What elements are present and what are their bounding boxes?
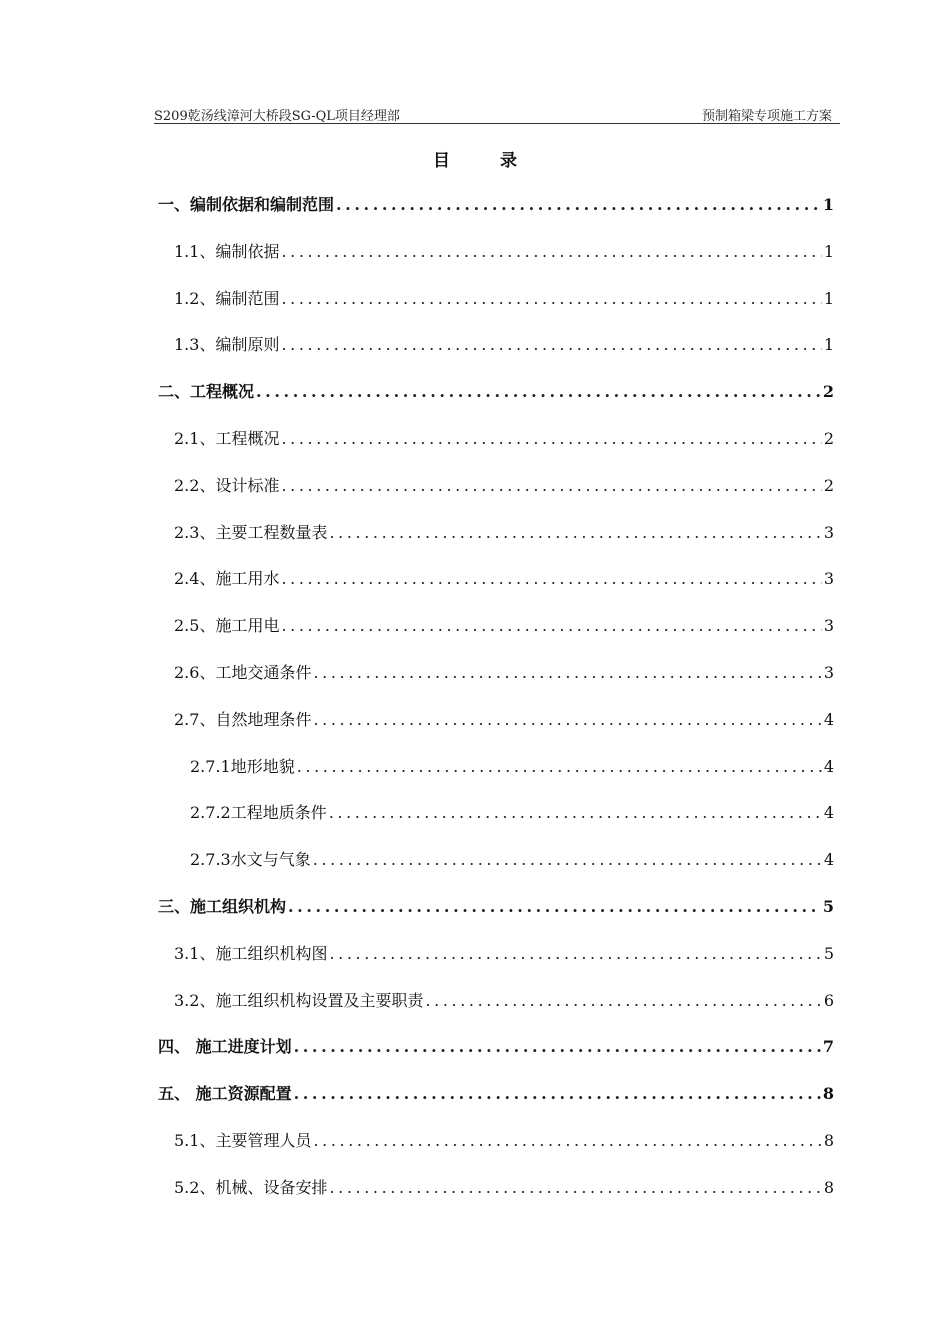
toc-dot-leader	[294, 1035, 821, 1059]
toc-entry-page: 1	[822, 195, 834, 214]
toc-dot-leader	[281, 333, 821, 357]
toc-entry-page: 4	[823, 850, 834, 869]
toc-entry-label: 2.7.3水文与气象	[190, 850, 311, 869]
toc-dot-leader	[256, 380, 821, 404]
toc-dot-leader	[313, 661, 821, 685]
toc-dot-leader	[281, 427, 821, 451]
toc-entry-page: 4	[823, 803, 834, 822]
header-project-name: S209乾汤线漳河大桥段SG-QL项目经理部	[154, 109, 400, 124]
toc-entry-label: 2.7.1地形地貌	[190, 757, 295, 776]
toc-entry-page: 8	[822, 1084, 834, 1103]
toc-entry[interactable]	[190, 801, 834, 825]
toc-entry[interactable]	[174, 614, 834, 638]
toc-entry-page: 2	[822, 382, 834, 401]
toc-entry-page: 5	[823, 944, 834, 963]
toc-entry[interactable]	[174, 708, 834, 732]
toc-entry[interactable]	[190, 755, 834, 779]
toc-entry[interactable]	[174, 333, 834, 357]
toc-dot-leader	[425, 989, 821, 1013]
toc-dot-leader	[281, 474, 821, 498]
toc-entry-label: 五、 施工资源配置	[158, 1084, 292, 1103]
toc-entry-page: 5	[822, 897, 834, 916]
toc-entry-page: 4	[823, 710, 834, 729]
toc-title: 目 录	[433, 151, 539, 171]
toc-entry-page: 1	[823, 242, 834, 261]
toc-entry-label: 2.7.2工程地质条件	[190, 803, 327, 822]
toc-entry-page: 7	[822, 1037, 834, 1056]
toc-entry-page: 3	[823, 523, 834, 542]
toc-entry-page: 3	[823, 663, 834, 682]
toc-entry-page: 2	[823, 429, 834, 448]
toc-entry-label: 一、编制依据和编制范围	[158, 195, 335, 214]
toc-entry-label: 四、 施工进度计划	[158, 1037, 292, 1056]
toc-entry-page: 2	[823, 476, 834, 495]
toc-entry-label: 5.2、机械、设备安排	[174, 1178, 328, 1197]
toc-entry-label: 2.1、工程概况	[174, 429, 280, 448]
toc-entry-label: 1.2、编制范围	[174, 289, 280, 308]
toc-dot-leader	[329, 942, 821, 966]
toc-entry-page: 4	[823, 757, 834, 776]
toc-entry[interactable]	[174, 989, 834, 1013]
toc-entry-label: 5.1、主要管理人员	[174, 1131, 312, 1150]
toc-entry[interactable]	[174, 474, 834, 498]
toc-entry-page: 3	[823, 569, 834, 588]
toc-dot-leader	[329, 521, 821, 545]
toc-entry-label: 2.4、施工用水	[174, 569, 280, 588]
toc-entry-page: 1	[823, 289, 834, 308]
toc-entry[interactable]	[174, 240, 834, 264]
toc-dot-leader	[297, 755, 822, 779]
toc-dot-leader	[294, 1082, 821, 1106]
toc-entry[interactable]	[158, 193, 834, 217]
toc-dot-leader	[313, 1129, 821, 1153]
toc-dot-leader	[336, 193, 821, 217]
toc-entry[interactable]	[174, 1176, 834, 1200]
toc-entry-page: 8	[823, 1178, 834, 1197]
toc-entry-label: 2.3、主要工程数量表	[174, 523, 328, 542]
toc-entry[interactable]	[174, 942, 834, 966]
toc-dot-leader	[281, 567, 821, 591]
toc-entry-label: 3.1、施工组织机构图	[174, 944, 328, 963]
toc-entry[interactable]	[174, 661, 834, 685]
toc-entry-label: 2.7、自然地理条件	[174, 710, 312, 729]
toc-dot-leader	[329, 1176, 821, 1200]
toc-dot-leader	[281, 614, 821, 638]
toc-entry-page: 1	[823, 335, 834, 354]
toc-entry[interactable]	[158, 1035, 834, 1059]
toc-entry[interactable]	[158, 895, 834, 919]
toc-entry[interactable]	[174, 567, 834, 591]
toc-entry-label: 二、工程概况	[158, 382, 255, 401]
toc-dot-leader	[313, 848, 822, 872]
toc-entry-page: 3	[823, 616, 834, 635]
toc-entry-label: 1.1、编制依据	[174, 242, 280, 261]
header-document-title: 预制箱梁专项施工方案	[701, 109, 832, 124]
toc-entry-page: 6	[823, 991, 834, 1010]
toc-entry-label: 2.2、设计标准	[174, 476, 280, 495]
toc-dot-leader	[313, 708, 821, 732]
toc-dot-leader	[288, 895, 821, 919]
toc-dot-leader	[281, 287, 821, 311]
toc-entry[interactable]	[158, 1082, 834, 1106]
toc-entry-label: 2.5、施工用电	[174, 616, 280, 635]
toc-entry-label: 1.3、编制原则	[174, 335, 280, 354]
toc-entry[interactable]	[174, 521, 834, 545]
toc-entry-label: 2.6、工地交通条件	[174, 663, 312, 682]
toc-entry[interactable]	[158, 380, 834, 404]
toc-entry[interactable]	[174, 1129, 834, 1153]
toc-entry[interactable]	[174, 427, 834, 451]
toc-entry[interactable]	[190, 848, 834, 872]
toc-entry-page: 8	[823, 1131, 834, 1150]
toc-entry-label: 3.2、施工组织机构设置及主要职责	[174, 991, 424, 1010]
toc-entry-label: 三、施工组织机构	[158, 897, 287, 916]
toc-entry[interactable]	[174, 287, 834, 311]
toc-dot-leader	[281, 240, 821, 264]
toc-dot-leader	[329, 801, 822, 825]
